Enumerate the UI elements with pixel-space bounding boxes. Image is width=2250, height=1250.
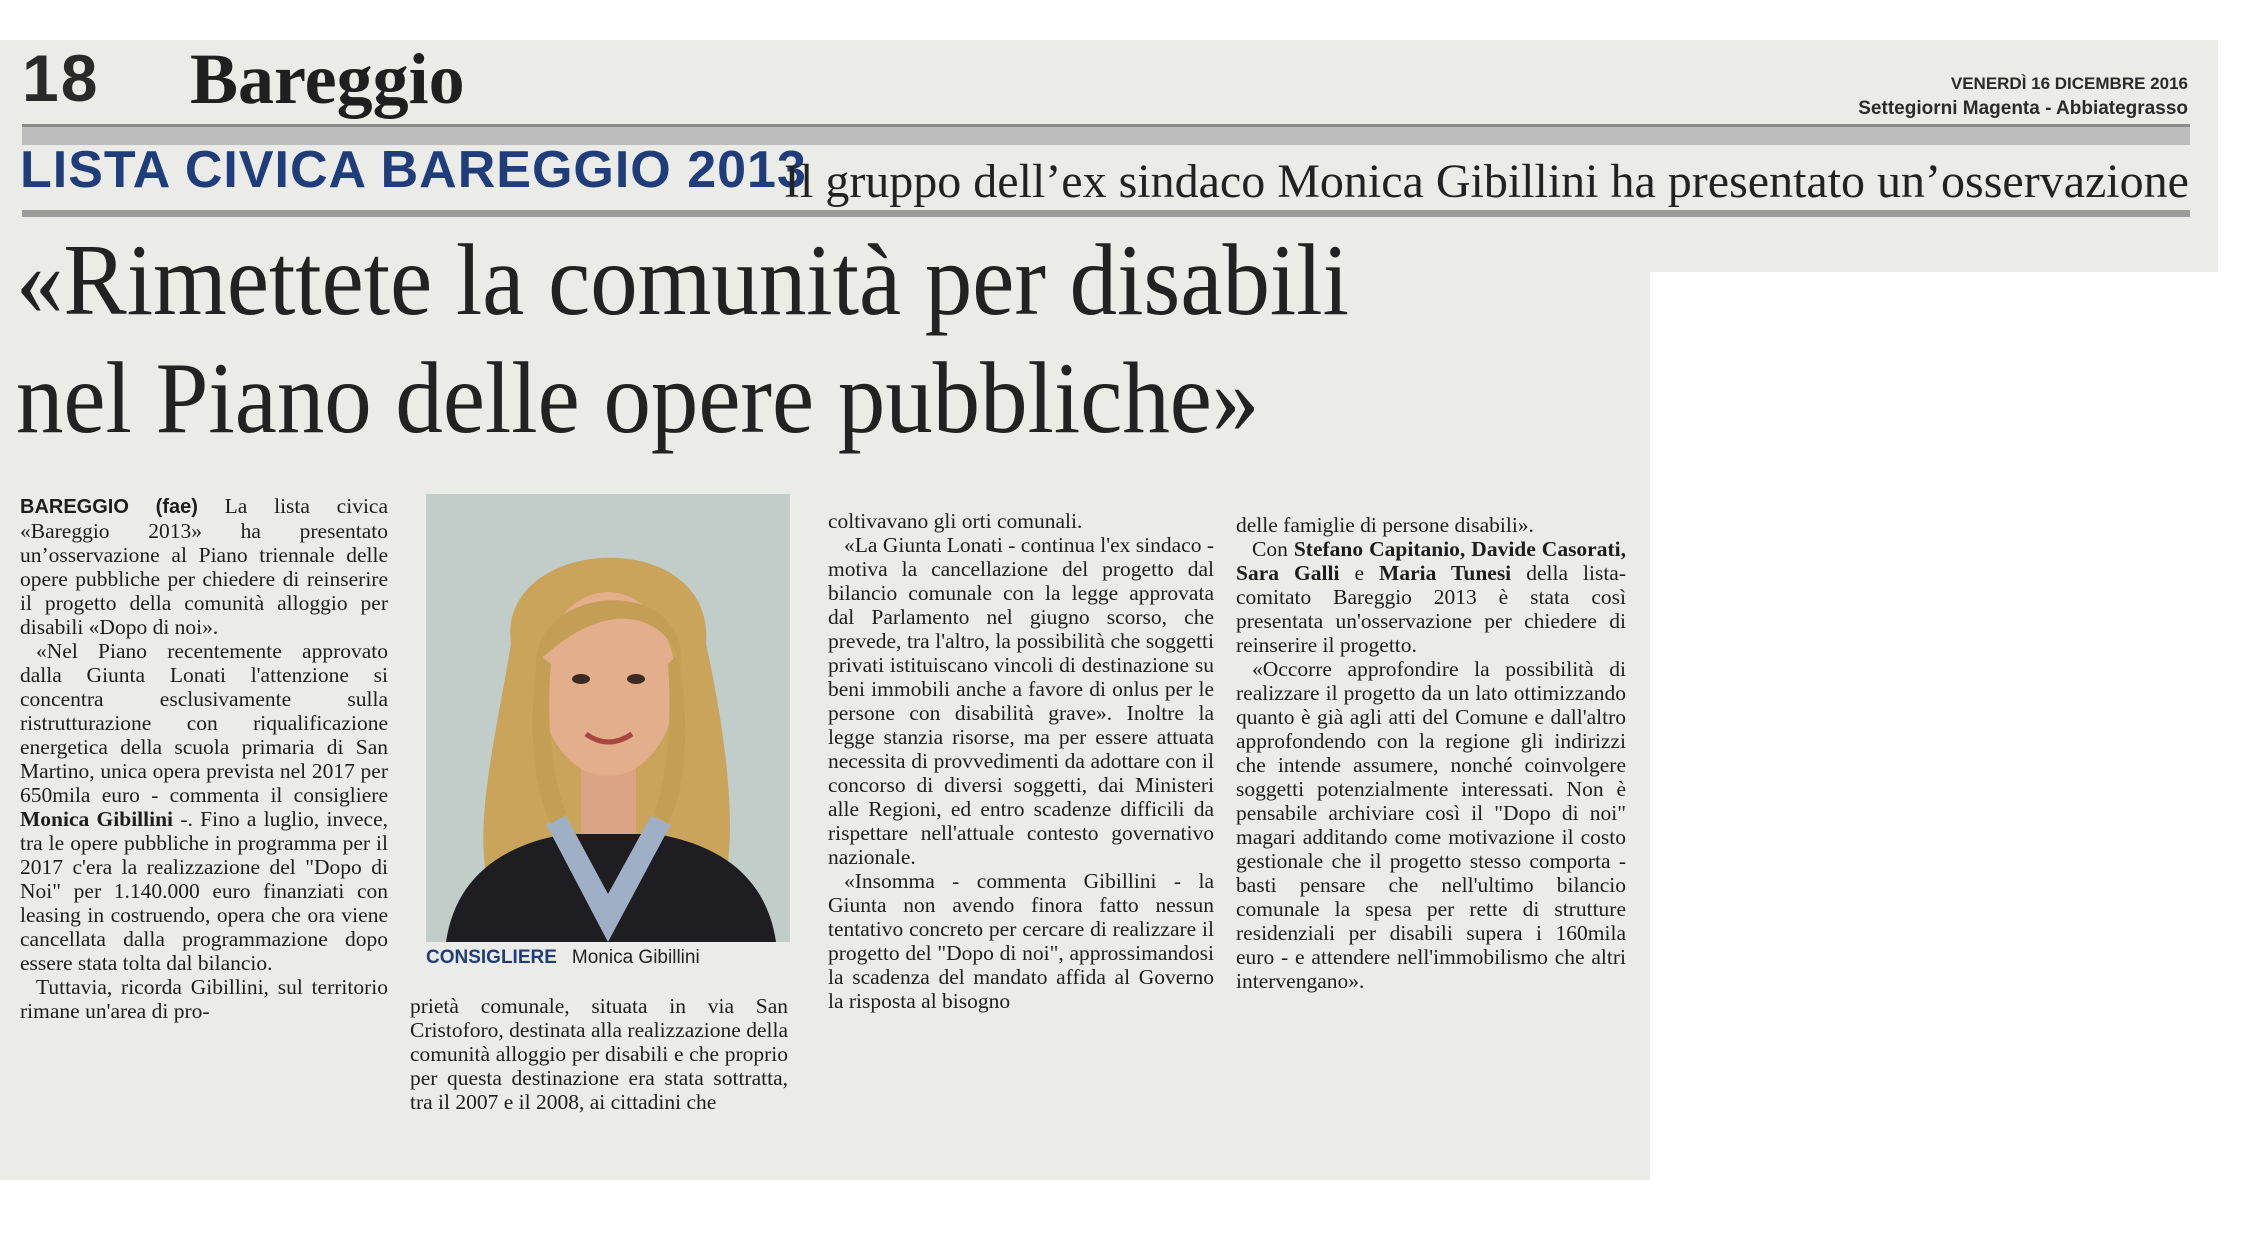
paragraph <box>828 533 1214 869</box>
headline-line-1: «Rimettete la comunità per disabili <box>16 224 1349 337</box>
article-column-1 <box>20 494 388 1023</box>
paragraph-text: «La Giunta Lonati - continua l'ex sindaco - motiva la cancellazione del progetto dal bilancio comunale con la legge approvata dal Parlamento nel giugno scorso, che prevede, tra l'altro, la possibilità che soggetti privati istituiscano vincoli di destinazione su beni immobili anche a favore di onlus per le persone con disabilità grave». Inoltre la legge stanzia risorse, ma per essere attuata necessita di provvedimenti da adottare con il concorso di diversi soggetti, dai Ministeri alle Regioni, ed entro scadenze difficili da rispettare nell'attuale contesto governativo nazionale. <box>828 533 1214 869</box>
paragraph <box>1236 513 1626 537</box>
photo-caption <box>426 946 790 969</box>
subkicker: Il gruppo dell’ex sindaco Monica Gibillini ha presentato un’osservazione <box>784 155 2189 208</box>
article-column-3 <box>828 509 1214 1013</box>
headline <box>16 222 1541 458</box>
paragraph-text: prietà comunale, situata in via San Cristoforo, destinata alla realizzazione della comunità alloggio per disabili e che proprio per questa destinazione era stata sottratta, tra il 2007 e il 2008, ai cittadini che <box>410 994 788 1114</box>
paragraph <box>828 869 1214 1013</box>
publication-name: Settegiorni Magenta - Abbiategrasso <box>1858 98 2188 119</box>
person-name: Maria Tunesi <box>1379 561 1512 585</box>
paragraph-text: «Occorre approfondire la possibilità di realizzare il progetto da un lato ottimizzando quanto è già agli atti del Comune e dall'altro approfondendo con la regione gli indirizzi che intende assumere, nonché coinvolgere soggetti potenzialmente interessati. Non è pensabile archiviare così il "Dopo di noi" magari additando come motivazione il costo gestionale che il progetto stesso comporta - basti pensare che nell'ultimo bilancio comunale la spesa per rette di strutture residenziali per disabili supera i 160mila euro - e attendere nell'immobilismo che altri intervengano». <box>1236 657 1626 993</box>
paragraph <box>1236 657 1626 993</box>
portrait-illustration <box>426 494 790 942</box>
paragraph-text: Tuttavia, ricorda Gibillini, sul territorio rimane un'area di pro- <box>20 975 388 1023</box>
paragraph <box>20 494 388 639</box>
paragraph-text: «Nel Piano recentemente approvato dalla Giunta Lonati l'attenzione si concentra esclusivamente sulla ristrutturazione con riqualificazione energetica della scuola primaria di San Martino, unica opera prevista nel 2017 per 650mila euro - commenta il consigliere <box>20 639 388 807</box>
paragraph <box>1236 537 1626 657</box>
paragraph <box>20 639 388 975</box>
paragraph-text: -. Fino a luglio, invece, tra le opere pubbliche in programma per il 2017 c'era la realizzazione del "Dopo di Noi" per 1.140.000 euro finanziati con leasing in costruendo, opera che ora viene cancellata dalla programmazione dopo essere stata tolta dal bilancio. <box>20 807 389 975</box>
caption-name: Monica Gibillini <box>571 947 700 968</box>
author-initials: (fae) <box>155 496 198 518</box>
header-rule-bottom <box>22 210 2190 217</box>
paragraph <box>20 975 388 1023</box>
paragraph-text: «Insomma - commenta Gibillini - la Giunta non avendo finora fatto nessun tentativo concreto per cercare di realizzare il progetto del "Dopo di noi", approssimandosi la scadenza del mandato affida al Governo la risposta al bisogno <box>828 869 1214 1013</box>
portrait-photo <box>426 494 790 942</box>
paragraph-text: della lista-comitato Bareggio 2013 è stata così presentata un'osservazione per chiedere di reinserire il progetto. <box>1236 561 1627 657</box>
article-column-2 <box>410 994 788 1114</box>
paragraph-text: Con <box>1252 537 1288 561</box>
person-name: Monica Gibillini <box>20 807 174 831</box>
paragraph-text: coltivavano gli orti comunali. <box>828 509 1083 533</box>
issue-date: VENERDÌ 16 DICEMBRE 2016 <box>1950 74 2188 93</box>
paragraph <box>828 509 1214 533</box>
paragraph-text: La lista civica «Bareggio 2013» ha presentato un’osservazione al Piano triennale delle opere pubbliche per chiedere di reinserire il progetto della comunità alloggio per disabili «Dopo di noi». <box>20 494 389 639</box>
paragraph-text: e <box>1354 561 1365 585</box>
page-number: 18 <box>22 41 100 115</box>
dateline: BAREGGIO <box>20 496 129 518</box>
article-column-4 <box>1236 513 1626 993</box>
paragraph-text: delle famiglie di persone disabili». <box>1236 513 1534 537</box>
caption-tag: CONSIGLIERE <box>426 947 557 968</box>
kicker: LISTA CIVICA BAREGGIO 2013 <box>20 141 807 199</box>
headline-line-2: nel Piano delle opere pubbliche» <box>16 342 1260 455</box>
person-names: Stefano Capitanio, Davide Casorati, Sara Galli <box>1236 537 1626 585</box>
section-title: Bareggio <box>190 39 465 119</box>
paragraph <box>410 994 788 1114</box>
